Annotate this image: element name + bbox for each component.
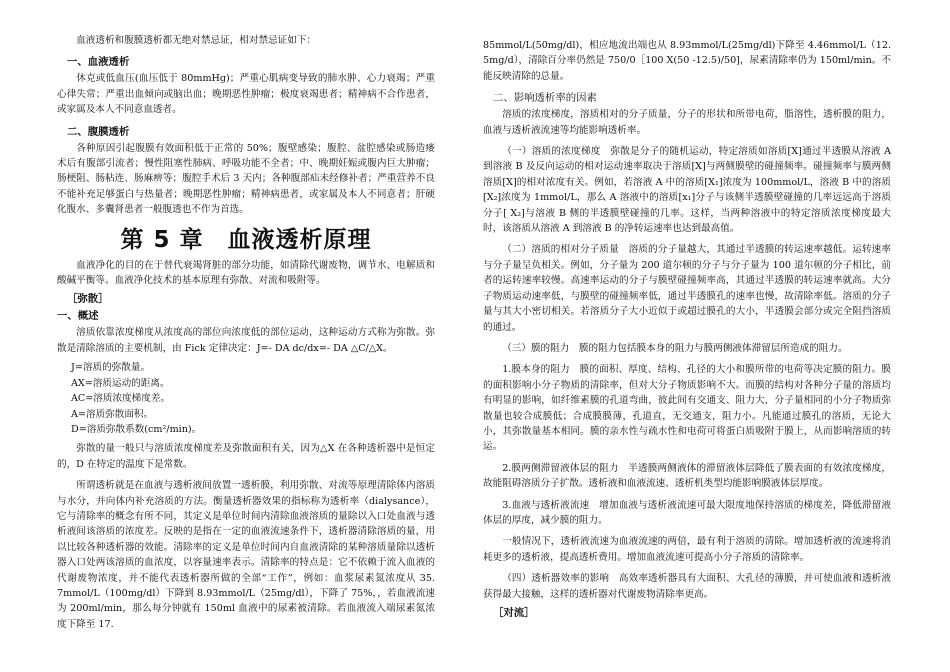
definition-item: D=溶质弥散系数(cm²/min)。 (71, 423, 202, 435)
definition-item: AX=溶质运动的距离。 (71, 377, 170, 389)
diffusion-amount-text: 弥散的量一般只与溶质浓度梯度差及弥散面积有关，因为△X 在各种透析器中是恒定的，D 在特定的温度下是常数。 (57, 443, 435, 470)
chapter-intro: 血液净化的目的在于替代衰竭肾脏的部分功能，如清除代谢废物，调节水、电解质和酸碱平衡等。血液净化技术的基本原理有弥散、对流和吸附等。 (57, 259, 435, 287)
chapter-title: 第 5 章 血液透析原理 (120, 226, 372, 253)
dialysis-definition-text: 所谓透析就是在血液与透析液间放置一透析膜，利用弥散、对流等原理清除体内溶质与水分，并向体内补充溶质的方法。衡量透析器效果的指标称为透析率（dialysance），它与清除率的概念有所不同，其定义是单位时间内清除血液溶质的量除以入口处血液与透析液间该溶质的浓度差。反映的是指在一定的血液流速条件下，透析器清除溶质的量，用以比较各种透析器的效能。清除率的定义是单位时间内自血液清除的某种溶质量除以透析器入口处两该溶质的血浓度，以容量速率表示。清除率的特点是：它不依赖于流入血液的代谢废物浓度，并不能代表透析器所做的全部“工作”，例如：血浆尿素氮浓度从 35. 7mmol/L（100mg/dl）下降到 8.93mmol/L（25mg/dl），下降了 75%，，若血液流速为 200ml/min，那么每分钟就有 150ml 血液中的尿素被清除。若血液流入端尿素氮浓度下降至 17. (57, 480, 435, 630)
membrane-itself-text: 1.膜本身的阻力 膜的面积、厚度、结构、孔径的大小和膜所带的电荷等决定膜的阻力。膜的面积影响小分子物质的清除率，但对大分子物质影响不大。而膜的结构对各种分子量的溶质均有明显的影响，如纤维素膜的孔道弯曲，彼此间有交通支、阻力大，分子量相同的小分子物质弥散量也较合成膜低；合成膜膜薄，孔道直，无交通支，阻力小。凡能通过膜孔的溶质，无论大小，其弥散量基本相同。膜的亲水性与疏水性和电荷可将蛋白质吸附于膜上，从而影响溶质的转运。 (483, 364, 891, 453)
definition-item: J=溶质的弥散量。 (71, 362, 151, 374)
definition-item: A=溶质弥散面积。 (71, 408, 154, 420)
left-column (57, 0, 435, 632)
molecular-weight-text: （二）溶质的相对分子质量 溶质的分子量越大，其通过半透膜的转运速率越低。运转速率与分子量呈负相关。例如，分子量为 200 道尔顿的分子与分子量为 100 道尔顿的分子相比，前者的运转速率较慢。高速率运动的分子与膜壁碰撞频率高，其通过半透膜的转运速率就高。大分子物质运动速率低，与膜壁的碰撞频率低，通过半透膜孔的速率也慢，故清除率低。溶质的分子量与其大小密切相关。若溶质分子大小近似于或超过膜孔的大小，半透膜会部分或完全阻挡溶质的通过。 (483, 244, 891, 333)
fick-definitions (57, 360, 435, 437)
flow-rate-text: 3.血液与透析液流速 增加血液与透析液流速可最大限度地保持溶质的梯度差，降低滞留液体层的厚度，减少膜的阻力。 (483, 499, 891, 526)
definition-item: AC=溶质浓度梯度差。 (71, 393, 171, 405)
stagnant-layer-text: 2.膜两侧滞留液体层的阻力 半透膜两侧液体的滞留液体层降低了膜表面的有效浓度梯度，故能阻碍溶质分子扩散。透析液和血液流速、透析机类型均能影响膜液体层厚度。 (483, 462, 891, 490)
section-convection: ［对流］ (493, 607, 535, 619)
dialyzer-efficiency-text: （四）透析器效率的影响 高效率透析器具有大面积、大孔径的薄膜，并可使血液和透析液获得最大接触，这样的透析器对代谢废物清除率更高。 (483, 573, 891, 600)
continuation-text: 85mmol/L(50mg/dl)，相应地流出端也从 8.93mmol/L(25mg/dl)下降至 4.46mmol/L（12. 5mg/d），清除百分率仍然是 750/0［100 X(50 -12.5)/50]，尿素清除率仍为 150ml/min。不能反映清除的总量。 (483, 40, 891, 82)
peritoneal-contraindications: 各种原因引起腹膜有效面积低于正常的 50%；腹壁感染；腹腔、盆腔感染或肠造瘘术后有腹部引流者；慢性阻塞性肺病、呼吸功能不全者；中、晚期妊娠或腹内巨大肿瘤；肠梗阻、肠粘连、肠麻痹等；腹腔手术后 3 天内；各种腹部疝未经修补者；严重营养不良不能补充足够蛋白与热量者；晚期恶性肿瘤；精神病患者，或家属及本人不同意者；肝硬化腹水、多囊肾患者一般腹透也不作为首选。 (57, 142, 435, 216)
intro-text: 血液透析和腹膜透析都无绝对禁忌证，相对禁忌证如下： (76, 35, 317, 46)
flow-general-text: 一般情况下，透析液流速为血液流速的两倍，最有利于溶质的清除。增加透析液的流速将消耗更多的透析液，提高透析费用。增加血液流速可提高小分子溶质的清除率。 (483, 536, 891, 563)
heading-overview: 一、概述 (57, 310, 99, 323)
membrane-resistance-text: （三）膜的阻力 膜的阻力包括膜本身的阻力与膜两侧液体滞留层所造成的阻力。 (502, 342, 848, 354)
right-column (483, 0, 891, 622)
heading-peritoneal-dialysis: 二、腹膜透析 (67, 125, 130, 138)
overview-text: 溶质依靠浓度梯度从浓度高的部位向浓度低的部位运动，这种运动方式称为弥散。弥散是清除溶质的主要机制，由 Fick 定律决定：J=- DA dc/dx=- DA △C/△X。 (57, 327, 435, 354)
concentration-gradient-text: （一）溶质的浓度梯度 弥散是分子的随机运动，特定溶质如溶质[X]通过半透膜从溶液 A 到溶液 B 及反向运动的相对运动速率取决于溶质[X]与两侧膜壁的碰撞频率。碰撞频率与膜两侧溶质[X]的相对浓度有关。例如，若溶液 A 中的溶质[X₁]浓度为 100mmol/L，溶液 B 中的溶质[X₂]浓度为 1mmol/L，那么 A 溶液中的溶质[x₁]分子与该侧半透膜壁碰撞的几率远远高于溶质分子[ X₂]与溶液 B 侧的半透膜壁碰撞的几率。这样，当两种溶液中的特定溶质浓度梯度最大时，该溶质从溶液 A 到溶液 B 的净转运速率也达到最高值。 (483, 146, 891, 235)
heading-factors: 二、影响透析率的因素 (493, 92, 597, 105)
hemodialysis-contraindications: 休克或低血压(血压低于 80mmHg)；严重心肌病变导致的肺水肿、心力衰竭；严重心律失常；严重出血倾向或脑出血；晚期恶性肿瘤；极度衰竭患者；精神病不合作患者，或家属及本人不同意血透者。 (57, 73, 435, 116)
factors-text: 溶质的浓度梯度，溶质相对的分子质量，分子的形状和所带电荷，脂溶性，透析膜的阻力，血液与透析液流速等均能影响透析率。 (483, 109, 891, 136)
section-diffusion: ［弥散］ (67, 293, 109, 306)
heading-hemodialysis: 一、血液透析 (67, 56, 130, 69)
